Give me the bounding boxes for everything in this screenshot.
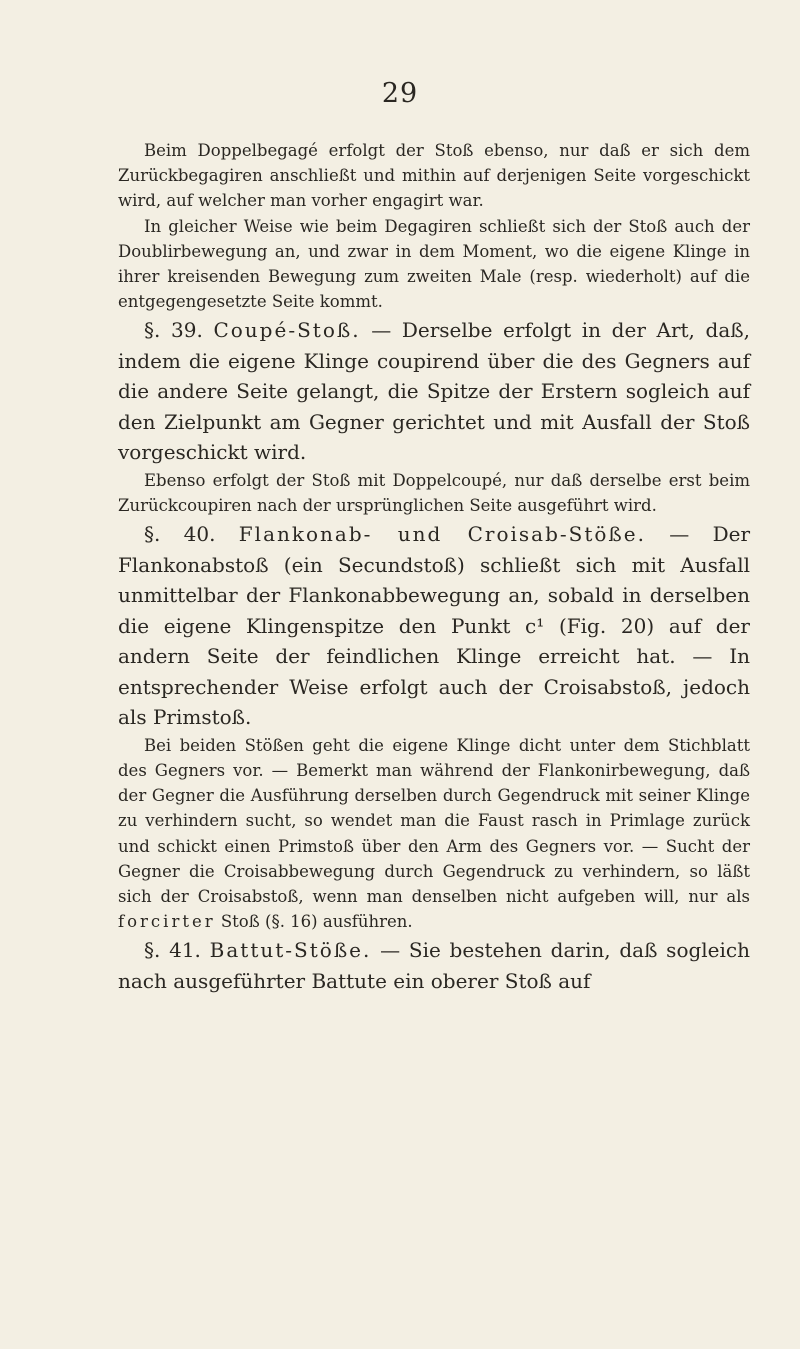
paragraph-beide-stoesse-end: Stoß (§. 16) ausführen. [215,912,413,932]
section-39 [118,315,750,468]
page-body [118,138,750,996]
paragraph-doppelcoupe: Ebenso erfolgt der Stoß mit Doppelcoupé, nur daß derselbe erst beim Zurückcoupiren nach der ursprünglichen Seite ausgeführt wird. [118,470,750,516]
section-40-title: Flankonab- und Croisab-Stöße. [238,522,646,547]
section-41-title: Battut-Stöße. [209,938,372,963]
emphasis-forcirter: forcirter [118,912,216,932]
section-41 [118,935,750,996]
section-40 [118,519,750,733]
section-39-number: §. 39. [144,318,203,343]
section-40-text: — Der Flankonabstoß (ein Secundstoß) schließt sich mit Ausfall unmittelbar der Flankonabbewegung an, sobald in derselben die eigene Klingenspitze den Punkt c¹ (Fig. 20) auf der andern Seite der feindlichen Klinge erreicht hat. — In entsprechender Weise erfolgt auch der Croisabstoß, jedoch als Primstoß. [118,522,751,730]
section-39-text: — Derselbe erfolgt in der Art, daß, indem die eigene Klinge coupirend über die des Gegners auf die andere Seite gelangt, die Spitze der Erstern sogleich auf den Zielpunkt am Gegner gerichtet und mit Ausfall der Stoß vorgeschickt wird. [118,318,750,465]
paragraph-beide-stoesse-text: Bei beiden Stößen geht die eigene Klinge dicht unter dem Stichblatt des Gegners vor. — Bemerkt man während der Flankonirbewegung, daß der Gegner die Ausführung derselben durch Gegendruck mit seiner Klinge zu verhindern sucht, so wendet man die Faust rasch in Primlage zurück und schickt einen Primstoß über den Arm des Gegners vor. — Sucht der Gegner die Croisabbewegung durch Gegendruck zu verhindern, so läßt sich der Croisabstoß, wenn man denselben nicht aufgeben will, nur als [118,735,750,907]
paragraph-beide-stoesse [118,733,750,935]
section-40-number: §. 40. [144,522,216,547]
section-41-number: §. 41. [144,938,201,963]
paragraph-doppelbegage: Beim Doppelbegagé erfolgt der Stoß ebenso, nur daß er sich dem Zurückbegagiren anschließt und mithin auf derjenigen Seite vorgeschickt wird, auf welcher man vorher engagirt war. [118,141,750,211]
section-41-text: — Sie bestehen darin, daß sogleich nach ausgeführter Battute ein oberer Stoß auf [118,938,750,993]
paragraph-doublirbewegung: In gleicher Weise wie beim Degagiren schließt sich der Stoß auch der Doublirbewegung an, und zwar in dem Moment, wo die eigene Klinge in ihrer kreisenden Bewegung zum zweiten Male (resp. wiederholt) auf die entgegengesetzte Seite kommt. [118,216,750,312]
page-number: 29 [381,78,419,109]
section-39-title: Coupé-Stoß. [213,318,361,343]
